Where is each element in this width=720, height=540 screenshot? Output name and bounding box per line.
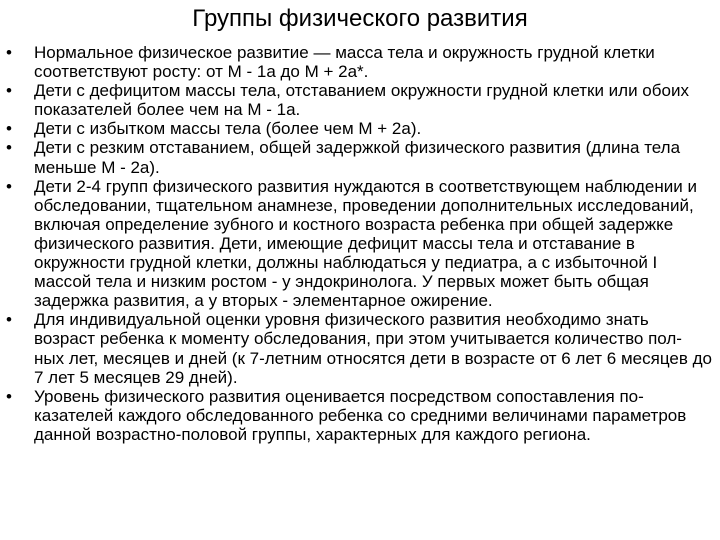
- bullet-item: [6, 138, 712, 176]
- bullet-text: Дети с дефицитом массы тела, отставанием окружности грудной клетки или обоих показателей более чем на М - 1а.: [34, 81, 689, 120]
- bullet-text: Дети с избытком массы тела (более чем М + 2а).: [34, 119, 422, 139]
- bullet-item: [6, 310, 712, 386]
- bullet-item: [6, 387, 712, 444]
- bullet-dot-icon: •: [6, 176, 12, 196]
- bullet-item: [6, 43, 712, 81]
- bullet-list: [6, 43, 712, 444]
- bullet-text: Уровень физического развития оценивается посредством сопоставления по-казателей каждого обследованного ребенка со средними величинами параметров данной возрастно-половой группы, характерных для каждого региона.: [34, 386, 687, 444]
- bullet-dot-icon: •: [6, 43, 12, 62]
- bullet-dot-icon: •: [6, 386, 12, 406]
- bullet-dot-icon: •: [6, 138, 12, 158]
- bullet-text: Нормальное физическое развитие — масса тела и окружность грудной клетки соответствуют росту: от М - 1а до М + 2а*.: [34, 43, 655, 82]
- bullet-text: Дети с резким отставанием, общей задержкой физического развития (длина тела меньше М - 2а).: [34, 138, 681, 177]
- slide-title: Группы физического развития: [192, 5, 528, 32]
- bullet-item: [6, 81, 712, 119]
- bullet-dot-icon: •: [6, 310, 12, 330]
- bullet-text: Дети 2-4 групп физического развития нуждаются в соответствующем наблюдении и обследовании, тщательном анамнезе, проведении дополнительных исследований, включая определение зубного и костного возраста ребенка при общей задержке физического развития. Дети, имеющие дефицит массы тела и отставание в окружности грудной клетки, должны наблюдаться у педиатра, а с избыточной I массой тела и низким ростом - у эндокринолога. У первых может быть общая задержка развития, а у вторых - элементарное ожирение.: [34, 176, 697, 311]
- bullet-item: [6, 177, 712, 311]
- bullet-dot-icon: •: [6, 119, 12, 139]
- bullet-dot-icon: •: [6, 81, 12, 101]
- bullet-item: [6, 119, 712, 138]
- bullet-text: Для индивидуальной оценки уровня физического развития необходимо знать возраст ребенка к моменту обследования, при этом учитывается количество пол-ных лет, месяцев и дней (к 7-летним относятся дети в возрасте от 6 лет 6 месяцев до 7 лет 5 месяцев 29 дней).: [34, 310, 712, 387]
